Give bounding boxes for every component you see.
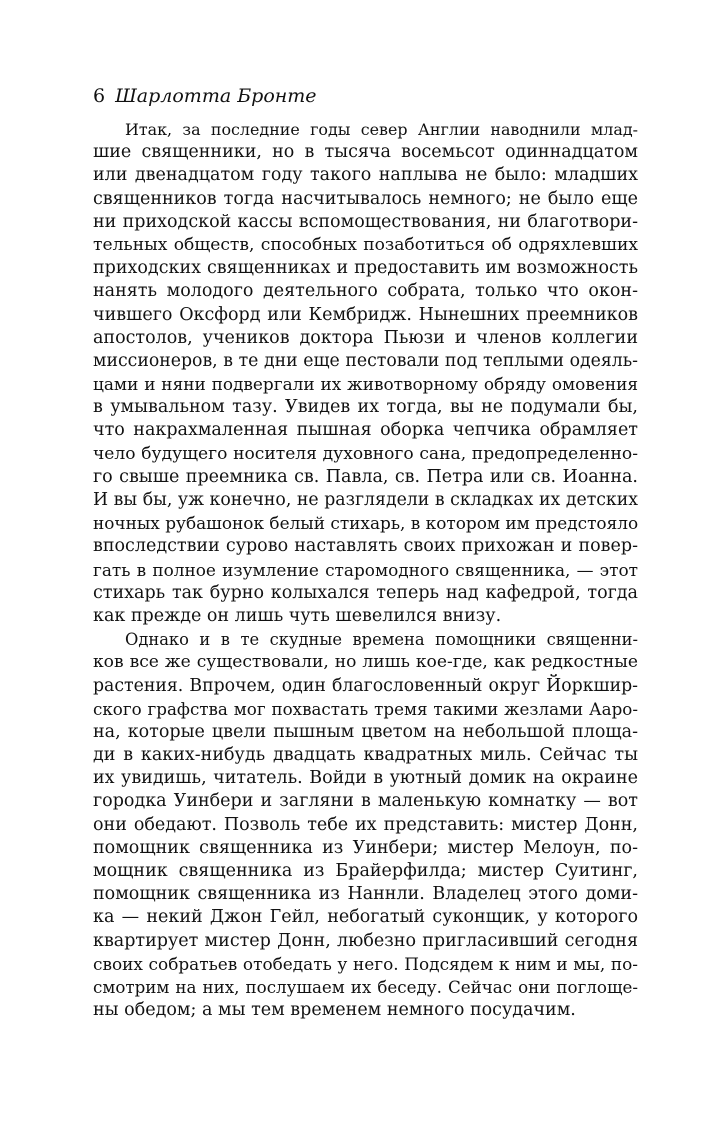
- text-line: мощник священника из Брайерфилда; мистер Суитинг,: [93, 861, 638, 881]
- page-number: 6: [93, 85, 106, 107]
- text-line: ны обедом; а мы тем временем немного посудачим.: [93, 1000, 576, 1021]
- text-line: помощник священника из Наннли. Владелец этого доми-: [93, 884, 638, 905]
- text-line: ни приходской кассы вспомоществования, ни благотвори-: [93, 211, 638, 232]
- text-line: на, которые цвели пышным цветом на небольшой площа-: [93, 721, 638, 742]
- text-line: миссионеров, в те дни еще пестовали под теплыми одеяль-: [93, 350, 638, 371]
- text-line: шие священники, но в тысяча восемьсот одиннадцатом: [93, 142, 638, 163]
- running-header: [93, 84, 317, 108]
- text-line: тельных обществ, способных позаботиться об одряхлевших: [93, 234, 638, 255]
- paragraph-1: [93, 118, 638, 628]
- text-line: в умывальном тазу. Увидев их тогда, вы не подумали бы,: [93, 397, 638, 418]
- text-line: ков все же существовали, но лишь кое-где, как редкостные: [93, 652, 638, 673]
- text-line: ского графства мог похвастать тремя такими жезлами Аaро-: [93, 698, 638, 719]
- text-line: приходских священниках и предоставить им возможность: [93, 258, 638, 279]
- text-line: смотрим на них, послушаем их беседу. Сейчас они поглоще-: [93, 976, 638, 997]
- text-line: стихарь так бурно колыхался теперь над кафедрой, тогда: [93, 582, 638, 603]
- text-line: Итак, за последние годы север Англии наводнили млад-: [125, 120, 638, 139]
- text-line: Однако и в те скудные времена помощники священни-: [125, 630, 638, 650]
- text-line: своих собратьев отобедать у него. Подсядем к ним и мы, по-: [93, 953, 638, 974]
- text-line: апостолов, учеников доктора Пьюзи и членов коллегии: [93, 327, 638, 348]
- text-line: го свыше преемника св. Павла, св. Петра или св. Иоанна.: [93, 466, 638, 487]
- text-line: ка — некий Джон Гейл, небогатый суконщик, у которого: [93, 907, 638, 928]
- text-line: чившего Оксфорд или Кембридж. Нынешних преемников: [93, 304, 638, 325]
- text-line: цами и няни подвергали их животворному обряду омовения: [93, 374, 638, 395]
- text-line: чело будущего носителя духовного сана, предопределенно-: [93, 443, 638, 464]
- text-line: их увидишь, читатель. Войди в уютный домик на окраине: [93, 768, 638, 789]
- text-line: помощник священника из Уинбери; мистер Мелоун, по-: [93, 837, 638, 858]
- text-line: гать в полное изумление старомодного священника, — этот: [93, 559, 638, 580]
- body-text: [93, 118, 638, 1022]
- text-line: как прежде он лишь чуть шевелился внизу.: [93, 605, 502, 626]
- text-line: ночных рубашонок белый стихарь, в котором им предстояло: [93, 513, 639, 534]
- text-line: И вы бы, уж конечно, не разглядели в складках их детских: [93, 490, 638, 510]
- text-line: или двенадцатом году такого наплыва не было: младших: [93, 165, 638, 186]
- text-line: они обедают. Позволь тебе их представить: мистер Донн,: [93, 814, 638, 835]
- paragraph-2: [93, 628, 638, 1022]
- text-line: растения. Впрочем, один благословенный округ Йоркшир-: [93, 675, 638, 696]
- text-line: священников тогда насчитывалось немного; не было еще: [93, 188, 638, 209]
- text-line: городка Уинбери и загляни в маленькую комнатку — вот: [93, 791, 638, 812]
- text-line: что накрахмаленная пышная оборка чепчика обрамляет: [93, 420, 638, 441]
- text-line: нанять молодого деятельного собрата, только что окон-: [93, 281, 638, 302]
- text-line: ди в каких-нибудь двадцать квадратных миль. Сейчас ты: [93, 745, 638, 766]
- text-line: квартирует мистер Донн, любезно пригласивший сегодня: [93, 930, 638, 951]
- running-title: Шарлотта Бронте: [115, 85, 317, 107]
- text-line: впоследствии сурово наставлять своих прихожан и повер-: [93, 536, 638, 557]
